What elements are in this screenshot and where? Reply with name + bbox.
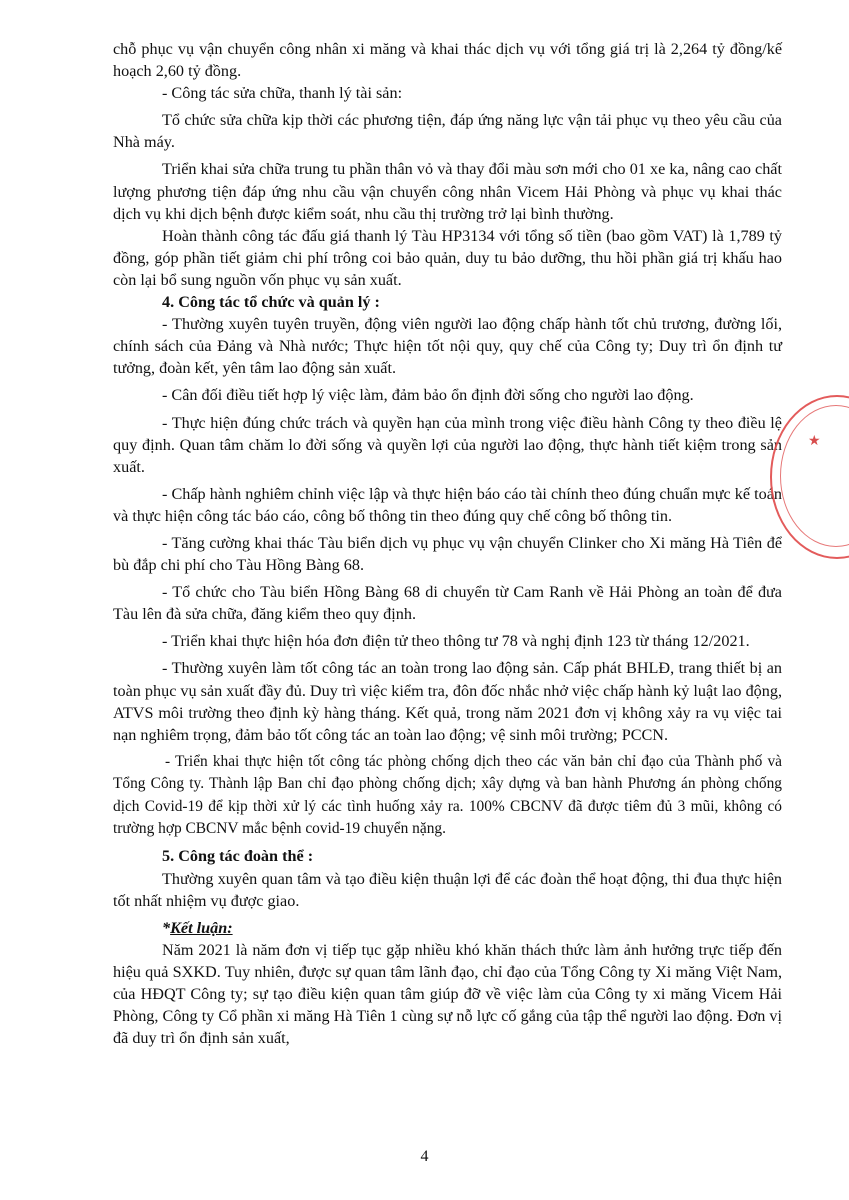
star-icon: ★ xyxy=(808,434,821,449)
list-item: - Công tác sửa chữa, thanh lý tài sản: xyxy=(162,84,403,103)
list-item: - Thường xuyên tuyên truyền, động viên người lao động chấp hành tốt chủ trương, đường lối, chính sách của Đảng và Nhà nước; Thực hiện tốt nội quy, quy chế của Công ty; Duy trì ổn định tư tưởng, đoàn kết, yên tâm lao động sản xuất. xyxy=(113,315,782,378)
list-item: - Chấp hành nghiêm chỉnh việc lập và thực hiện báo cáo tài chính theo đúng chuẩn mực kế toán và thực hiện công tác báo cáo, công bố thông tin theo đúng quy chế công bố thông tin. xyxy=(113,484,782,525)
section-heading: 4. Công tác tổ chức và quản lý : xyxy=(162,293,380,312)
list-item: - Cân đối điều tiết hợp lý việc làm, đảm bảo ổn định đời sống cho người lao động. xyxy=(162,386,694,405)
list-item: - Triển khai thực hiện tốt công tác phòng chống dịch theo các văn bản chỉ đạo của Thành phố và Tổng Công ty. Thành lập Ban chỉ đạo phòng chống dịch; xây dựng và ban hành Phương án phòng chống dịch Covid-19 để kịp thời xử lý các tình huống xảy ra. 100% CBCNV đã được tiêm đủ 3 mũi, không có trường hợp CBCNV mắc bệnh covid-19 chuyển nặng. xyxy=(113,752,782,838)
list-item: - Triển khai thực hiện hóa đơn điện tử theo thông tư 78 và nghị định 123 từ tháng 12/2021. xyxy=(162,632,750,651)
paragraph: chỗ phục vụ vận chuyển công nhân xi măng và khai thác dịch vụ với tổng giá trị là 2,264 tỷ đồng/kế hoạch 2,60 tỷ đồng. xyxy=(113,40,782,81)
list-item: - Thực hiện đúng chức trách và quyền hạn của mình trong việc điều hành Công ty theo điều lệ quy định. Quan tâm chăm lo đời sống và quyền lợi của người lao động, thực hành tiết kiệm trong sản xuất. xyxy=(113,413,782,476)
paragraph: Triển khai sửa chữa trung tu phần thân vỏ và thay đổi màu sơn mới cho 01 xe ka, nâng cao chất lượng phương tiện đáp ứng nhu cầu vận chuyển công nhân Vicem Hải Phòng và phục vụ khai thác dịch vụ khi dịch bệnh được kiểm soát, nhu cầu thị trường trở lại bình thường. xyxy=(113,160,782,223)
paragraph: Hoàn thành công tác đấu giá thanh lý Tàu HP3134 với tổng số tiền (bao gồm VAT) là 1,789 tỷ đồng, góp phần tiết giảm chi phí trông coi bảo quản, duy tu bảo dưỡng, thu hồi phần giá trị khấu hao còn lại bổ sung nguồn vốn phục vụ sản xuất. xyxy=(113,226,782,289)
conclusion-prefix: * xyxy=(162,918,171,937)
section-heading: 5. Công tác đoàn thể : xyxy=(162,847,314,866)
paragraph: Tổ chức sửa chữa kịp thời các phương tiện, đáp ứng năng lực vận tải phục vụ theo yêu cầu của Nhà máy. xyxy=(113,111,782,152)
page-number: 4 xyxy=(420,1148,429,1165)
paragraph: Thường xuyên quan tâm và tạo điều kiện thuận lợi để các đoàn thể hoạt động, thi đua thực hiện tốt nhất nhiệm vụ được giao. xyxy=(113,869,782,910)
paragraph: Năm 2021 là năm đơn vị tiếp tục gặp nhiều khó khăn thách thức làm ảnh hưởng trực tiếp đến hiệu quả SXKD. Tuy nhiên, được sự quan tâm lãnh đạo, chỉ đạo của Tổng Công ty Xi măng Việt Nam, của HĐQT Công ty; sự tạo điều kiện quan tâm giúp đỡ về việc làm của Công ty xi măng Vicem Hải Phòng, Công ty Cổ phần xi măng Hà Tiên 1 cùng sự nỗ lực cố gắng của tập thể người lao động. Đơn vị đã duy trì ổn định sản xuất, xyxy=(113,940,782,1048)
conclusion-label: Kết luận: xyxy=(170,918,233,937)
document-page xyxy=(113,38,782,1049)
list-item: - Tổ chức cho Tàu biển Hồng Bàng 68 di chuyển từ Cam Ranh về Hải Phòng an toàn để đưa Tàu lên đà sửa chữa, đăng kiểm theo quy định. xyxy=(113,583,782,624)
seal-inner-ring xyxy=(780,405,849,547)
list-item: - Thường xuyên làm tốt công tác an toàn trong lao động sản. Cấp phát BHLĐ, trang thiết bị an toàn phục vụ sản xuất đầy đủ. Duy trì việc kiểm tra, đôn đốc nhắc nhở việc chấp hành kỷ luật lao động, ATVS môi trường theo định kỳ hàng tháng. Kết quả, trong năm 2021 đơn vị không xảy ra vụ việc tai nạn nghiêm trọng, đảm bảo tốt công tác an toàn lao động; vệ sinh môi trường; PCCN. xyxy=(113,659,782,744)
list-item: - Tăng cường khai thác Tàu biển dịch vụ phục vụ vận chuyển Clinker cho Xi măng Hà Tiên để bù đắp chi phí cho Tàu Hồng Bàng 68. xyxy=(113,533,782,575)
conclusion-heading xyxy=(113,917,782,939)
